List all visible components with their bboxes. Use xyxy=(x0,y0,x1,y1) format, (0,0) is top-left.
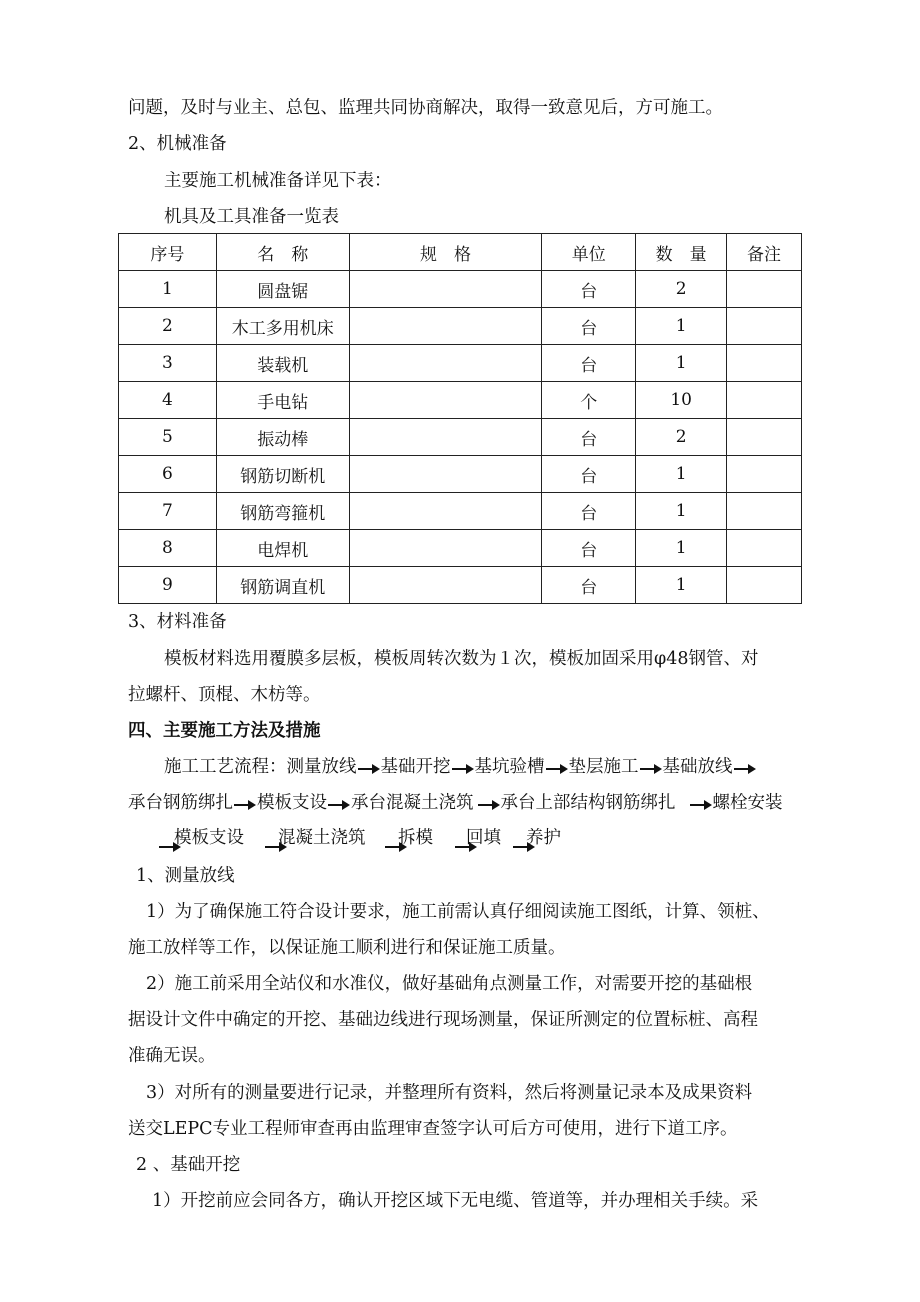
table-cell-spec xyxy=(349,567,542,604)
table-cell-qty: 2 xyxy=(636,271,727,308)
table-cell-name: 圆盘锯 xyxy=(216,271,349,308)
table-cell-note xyxy=(727,493,802,530)
table-cell-spec xyxy=(349,271,542,308)
table-cell-spec xyxy=(349,345,542,382)
table-cell-unit: 台 xyxy=(542,530,636,567)
table-cell-note xyxy=(727,530,802,567)
table-cell-unit: 台 xyxy=(542,493,636,530)
paragraph-line: 送交LEPC专业工程师审查再由监理审查签字认可后方可使用，进行下道工序。 xyxy=(128,1119,738,1139)
table-cell-no: 6 xyxy=(119,456,217,493)
header-cell: 名 称 xyxy=(216,234,349,271)
table-row xyxy=(119,530,802,567)
arrow-right-icon xyxy=(513,841,535,851)
paragraph-line: 1）为了确保施工符合设计要求，施工前需认真仔细阅读施工图纸，计算、领桩、 xyxy=(146,902,770,922)
table-cell-name: 手电钻 xyxy=(216,382,349,419)
paragraph-line: 拉螺杆、顶棍、木枋等。 xyxy=(128,685,321,705)
table-cell-note xyxy=(727,419,802,456)
table-cell-name: 钢筋切断机 xyxy=(216,456,349,493)
table-cell-name: 木工多用机床 xyxy=(216,308,349,345)
table-cell-unit: 台 xyxy=(542,345,636,382)
flow-step: 测量放线 xyxy=(286,757,357,777)
flow-step: 基础开挖 xyxy=(380,757,451,777)
table-row xyxy=(119,308,802,345)
table-cell-qty: 1 xyxy=(636,493,727,530)
paragraph-line: 准确无误。 xyxy=(128,1046,216,1066)
header-cell: 数 量 xyxy=(636,234,727,271)
arrow-right-icon xyxy=(690,799,712,809)
chapter-heading: 四、主要施工方法及措施 xyxy=(128,721,321,741)
flow-step: 垫层施工 xyxy=(568,757,639,777)
flow-intro: 施工工艺流程： xyxy=(164,757,287,777)
arrow-right-icon xyxy=(358,763,380,773)
table-cell-no: 9 xyxy=(119,567,217,604)
table-cell-unit: 个 xyxy=(542,382,636,419)
table-cell-qty: 1 xyxy=(636,308,727,345)
arrow-right-icon xyxy=(455,841,477,851)
header-cell: 规 格 xyxy=(349,234,542,271)
table-header-row xyxy=(119,234,802,271)
paragraph-line: 1）开挖前应会同各方，确认开挖区域下无电缆、管道等，并办理相关手续。采 xyxy=(152,1191,759,1211)
table-cell-no: 8 xyxy=(119,530,217,567)
table-cell-qty: 2 xyxy=(636,419,727,456)
table-cell-no: 5 xyxy=(119,419,217,456)
table-cell-no: 3 xyxy=(119,345,217,382)
paragraph-line: 3）对所有的测量要进行记录，并整理所有资料，然后将测量记录本及成果资料 xyxy=(146,1083,753,1103)
header-cell: 序号 xyxy=(119,234,217,271)
paragraph-line: 据设计文件中确定的开挖、基础边线进行现场测量，保证所测定的位置标桩、高程 xyxy=(128,1010,758,1030)
table-cell-qty: 1 xyxy=(636,456,727,493)
table-row xyxy=(119,456,802,493)
table-cell-spec xyxy=(349,456,542,493)
arrow-right-icon xyxy=(265,841,287,851)
process-flow-line-3 xyxy=(128,826,728,852)
table-cell-unit: 台 xyxy=(542,271,636,308)
flow-step: 承台钢筋绑扎 xyxy=(128,793,233,813)
arrow-right-icon xyxy=(328,799,350,809)
arrow-right-icon xyxy=(546,763,568,773)
table-cell-name: 电焊机 xyxy=(216,530,349,567)
arrow-right-icon xyxy=(385,841,407,851)
section-heading: 2 、基础开挖 xyxy=(136,1155,241,1175)
arrow-right-icon xyxy=(640,763,662,773)
flow-step: 混凝土浇筑 xyxy=(278,828,366,848)
arrow-right-icon xyxy=(452,763,474,773)
table-cell-unit: 台 xyxy=(542,567,636,604)
section-heading: 3、材料准备 xyxy=(128,612,227,632)
table-cell-qty: 1 xyxy=(636,345,727,382)
table-cell-name: 装载机 xyxy=(216,345,349,382)
table-row xyxy=(119,382,802,419)
table-cell-note xyxy=(727,382,802,419)
flow-step: 回填 xyxy=(466,828,501,848)
table-cell-spec xyxy=(349,530,542,567)
equipment-table xyxy=(118,233,802,604)
paragraph-line: 问题，及时与业主、总包、监理共同协商解决，取得一致意见后，方可施工。 xyxy=(128,98,723,118)
flow-step: 拆模 xyxy=(398,828,433,848)
table-cell-spec xyxy=(349,308,542,345)
table-cell-no: 7 xyxy=(119,493,217,530)
table-cell-name: 钢筋弯箍机 xyxy=(216,493,349,530)
arrow-right-icon xyxy=(159,841,181,851)
flow-step: 承台上部结构钢筋绑扎 xyxy=(500,793,676,813)
header-cell: 单位 xyxy=(542,234,636,271)
table-row xyxy=(119,345,802,382)
table-cell-no: 1 xyxy=(119,271,217,308)
flow-step: 承台混凝土浇筑 xyxy=(351,793,474,813)
table-cell-name: 钢筋调直机 xyxy=(216,567,349,604)
table-cell-spec xyxy=(349,493,542,530)
table-cell-spec xyxy=(349,382,542,419)
arrow-right-icon xyxy=(734,763,756,773)
table-cell-spec xyxy=(349,419,542,456)
table-cell-unit: 台 xyxy=(542,456,636,493)
paragraph-line: 2）施工前采用全站仪和水准仪，做好基础角点测量工作，对需要开挖的基础根 xyxy=(146,974,753,994)
process-flow-line-1 xyxy=(164,755,757,779)
table-cell-no: 2 xyxy=(119,308,217,345)
table-row xyxy=(119,493,802,530)
paragraph-line: 模板材料选用覆膜多层板，模板周转次数为１次，模板加固采用φ48钢管、对 xyxy=(164,649,759,669)
table-cell-no: 4 xyxy=(119,382,217,419)
table-cell-note xyxy=(727,567,802,604)
table-cell-unit: 台 xyxy=(542,419,636,456)
table-row xyxy=(119,567,802,604)
table-cell-qty: 1 xyxy=(636,567,727,604)
section-heading: 2、机械准备 xyxy=(128,134,227,154)
header-cell: 备注 xyxy=(727,234,802,271)
flow-step: 模板支设 xyxy=(174,828,244,848)
flow-step: 养护 xyxy=(526,828,561,848)
table-cell-note xyxy=(727,308,802,345)
table-cell-qty: 10 xyxy=(636,382,727,419)
arrow-right-icon xyxy=(478,799,500,809)
flow-step: 螺栓安装 xyxy=(712,793,783,813)
paragraph-line: 施工放样等工作，以保证施工顺利进行和保证施工质量。 xyxy=(128,938,566,958)
table-cell-note xyxy=(727,345,802,382)
table-cell-name: 振动棒 xyxy=(216,419,349,456)
section-heading: 1、测量放线 xyxy=(136,866,235,886)
table-caption: 机具及工具准备一览表 xyxy=(164,207,339,227)
table-cell-note xyxy=(727,271,802,308)
table-row xyxy=(119,419,802,456)
table-cell-qty: 1 xyxy=(636,530,727,567)
table-cell-unit: 台 xyxy=(542,308,636,345)
flow-step: 模板支设 xyxy=(257,793,327,813)
paragraph-line: 主要施工机械准备详见下表： xyxy=(164,171,392,191)
table-cell-note xyxy=(727,456,802,493)
process-flow-line-2 xyxy=(128,791,783,815)
flow-step: 基础放线 xyxy=(662,757,733,777)
table-row xyxy=(119,271,802,308)
flow-step: 基坑验槽 xyxy=(474,757,545,777)
arrow-right-icon xyxy=(234,799,256,809)
